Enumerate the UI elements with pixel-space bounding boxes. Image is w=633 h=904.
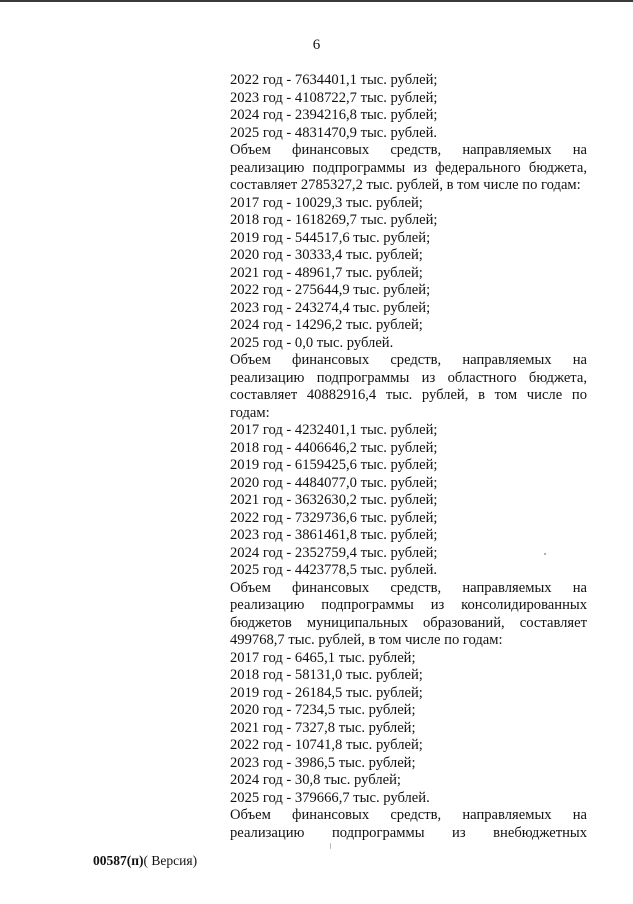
budget-year-line: 2025 год - 0,0 тыс. рублей. xyxy=(230,334,394,351)
budget-year-line: 2021 год - 7327,8 тыс. рублей; xyxy=(230,719,416,736)
page-top-edge xyxy=(0,0,633,2)
budget-year-line: 2024 год - 14296,2 тыс. рублей; xyxy=(230,317,423,333)
paragraph-line: Объем финансовых средств, направляемых на xyxy=(230,352,587,368)
paragraph-line: реализацию подпрограммы из консолидированных xyxy=(230,597,587,613)
budget-year-line: 2024 год - 2352759,4 тыс. рублей; xyxy=(230,544,438,561)
budget-year-line: 2019 год - 6159425,6 тыс. рублей; xyxy=(230,457,438,473)
budget-year-line: 2018 год - 4406646,2 тыс. рублей; xyxy=(230,439,438,456)
paragraph-line: составляет 2785327,2 тыс. рублей, в том числе по годам: xyxy=(230,177,581,193)
funding-paragraph xyxy=(230,142,587,195)
paragraph-line: реализацию подпрограммы из внебюджетных xyxy=(230,824,587,841)
budget-year-line: 2019 год - 26184,5 тыс. рублей; xyxy=(230,684,423,701)
scan-speck xyxy=(330,843,331,849)
document-code: 00587(п) xyxy=(93,853,144,868)
budget-year-line: 2025 год - 4831470,9 тыс. рублей. xyxy=(230,124,438,141)
budget-year-line: 2023 год - 4108722,7 тыс. рублей; xyxy=(230,89,438,106)
document-body xyxy=(230,72,587,842)
scan-speck xyxy=(544,553,546,555)
paragraph-line: реализацию подпрограммы из федерального бюджета, xyxy=(230,159,587,176)
paragraph-line: 499768,7 тыс. рублей, в том числе по годам: xyxy=(230,632,503,648)
document-version: ( Версия) xyxy=(143,853,198,868)
budget-year-line: 2023 год - 3986,5 тыс. рублей; xyxy=(230,754,416,771)
budget-year-line: 2017 год - 10029,3 тыс. рублей; xyxy=(230,194,423,211)
budget-year-line: 2017 год - 6465,1 тыс. рублей; xyxy=(230,649,416,666)
paragraph-line: Объем финансовых средств, направляемых на xyxy=(230,142,587,158)
budget-year-line: 2024 год - 2394216,8 тыс. рублей; xyxy=(230,107,438,123)
budget-year-line: 2020 год - 30333,4 тыс. рублей; xyxy=(230,247,423,263)
budget-year-line: 2021 год - 48961,7 тыс. рублей; xyxy=(230,264,423,281)
paragraph-line: Объем финансовых средств, направляемых на xyxy=(230,807,587,823)
paragraph-line: Объем финансовых средств, направляемых на xyxy=(230,579,587,596)
paragraph-line: реализацию подпрограммы из областного бюджета, xyxy=(230,369,587,386)
paragraph-line: бюджетов муниципальных образований, составляет xyxy=(230,614,587,631)
budget-year-line: 2020 год - 7234,5 тыс. рублей; xyxy=(230,702,416,718)
budget-year-line: 2024 год - 30,8 тыс. рублей; xyxy=(230,772,401,788)
page-number: 6 xyxy=(312,37,321,53)
budget-year-line: 2018 год - 1618269,7 тыс. рублей; xyxy=(230,212,438,228)
budget-year-line: 2025 год - 4423778,5 тыс. рублей. xyxy=(230,562,438,578)
paragraph-line: составляет 40882916,4 тыс. рублей, в том числе по xyxy=(230,387,587,403)
document-footer xyxy=(93,853,197,869)
budget-year-line: 2025 год - 379666,7 тыс. рублей. xyxy=(230,789,430,806)
budget-year-line: 2020 год - 4484077,0 тыс. рублей; xyxy=(230,474,438,491)
funding-paragraph xyxy=(230,580,587,650)
budget-year-line: 2017 год - 4232401,1 тыс. рублей; xyxy=(230,422,438,438)
funding-paragraph xyxy=(230,807,587,842)
budget-year-line: 2018 год - 58131,0 тыс. рублей; xyxy=(230,667,423,683)
funding-paragraph xyxy=(230,352,587,422)
budget-year-line: 2019 год - 544517,6 тыс. рублей; xyxy=(230,229,431,246)
budget-year-line: 2021 год - 3632630,2 тыс. рублей; xyxy=(230,492,438,508)
budget-year-line: 2022 год - 7634401,1 тыс. рублей; xyxy=(230,72,438,88)
paragraph-line: годам: xyxy=(230,404,270,421)
budget-year-line: 2022 год - 7329736,6 тыс. рублей; xyxy=(230,509,438,526)
budget-year-line: 2022 год - 10741,8 тыс. рублей; xyxy=(230,737,423,753)
budget-year-line: 2023 год - 3861461,8 тыс. рублей; xyxy=(230,527,438,543)
budget-year-line: 2023 год - 243274,4 тыс. рублей; xyxy=(230,299,431,316)
budget-year-line: 2022 год - 275644,9 тыс. рублей; xyxy=(230,282,431,298)
